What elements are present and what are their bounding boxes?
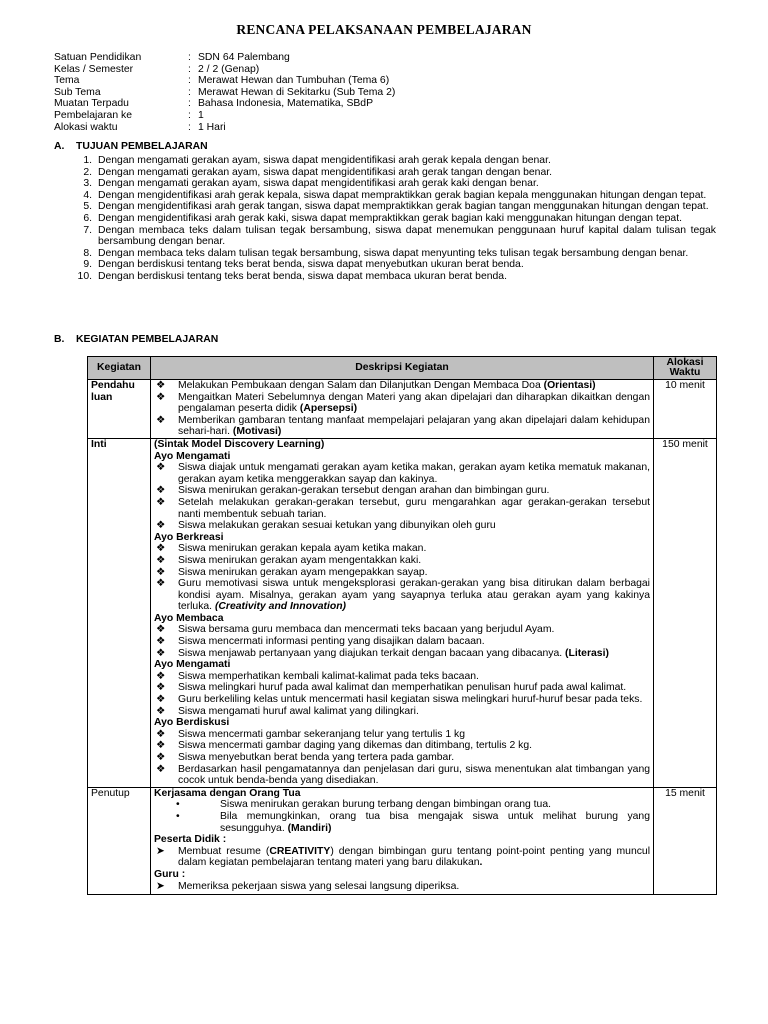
diamond-bullet-icon: ❖ <box>156 566 166 578</box>
identity-colon: : <box>188 109 191 121</box>
goals-list <box>76 155 716 283</box>
activity-text: Siswa melingkari huruf pada awal kalimat dan memperhatikan penulisan huruf pada awal kalimat. <box>178 682 627 694</box>
header-deskripsi: Deskripsi Kegiatan <box>151 357 654 380</box>
bullet-item <box>154 648 650 660</box>
goal-text: Dengan membaca teks dalam tulisan tegak bersambung, siswa dapat menemukan penggunaan huruf kapital dalam tulisan tegak bersambung dengan benar. <box>98 224 716 248</box>
bullet-text <box>178 752 650 764</box>
diamond-bullet-icon: ❖ <box>156 496 166 508</box>
activity-label: (Literasi) <box>565 647 609 659</box>
goal-text: Dengan mengidentifikasi arah gerak tangan, siswa dapat mempraktikkan gerak bagian tangan menggunakan hitungan dengan tepat. <box>98 201 709 213</box>
goal-text: Dengan membaca teks dalam tulisan tegak bersambung, siswa dapat menyunting teks tulisan tegak bersambung dengan benar. <box>98 247 689 259</box>
activity-text: Siswa menirukan gerakan burung terbang dengan bimbingan orang tua. <box>220 799 551 811</box>
bullet-text <box>178 636 650 648</box>
bullet-item <box>154 671 650 683</box>
goal-number: 8. <box>83 247 92 259</box>
diamond-bullet-icon: ❖ <box>156 752 166 763</box>
activity-text: Siswa menirukan gerakan ayam mengentakkan kaki. <box>178 554 422 566</box>
bullet-text <box>178 392 650 415</box>
diamond-bullet-icon: ❖ <box>156 391 166 403</box>
bullet-item <box>154 520 650 532</box>
bullet-item <box>154 555 650 567</box>
bullet-item <box>154 729 650 741</box>
goal-number: 9. <box>83 259 92 271</box>
diamond-bullet-icon: ❖ <box>156 520 166 532</box>
activity-label: (Orientasi) <box>543 380 596 391</box>
goal-text: Dengan mengamati gerakan ayam, siswa dapat mengidentifikasi arah gerak kepala dengan benar. <box>98 155 551 166</box>
bullet-item <box>154 462 650 485</box>
table-row <box>88 438 717 787</box>
diamond-bullet-icon: ❖ <box>156 624 166 636</box>
arrow-bullet-icon: ➤ <box>156 880 165 892</box>
activity-text: Bila memungkinkan, orang tua bisa mengajak siswa untuk melihat burung yang sesungguhya. <box>220 810 650 834</box>
activity-text: Siswa mencermati gambar daging yang dikemas dan ditimbang, tertulis 2 kg. <box>178 740 533 752</box>
identity-row <box>54 64 395 76</box>
activity-label: (Apersepsi) <box>299 403 358 415</box>
activity-text: Siswa menjawab pertanyaan yang diajukan terkait dengan bacaan yang dibacanya. <box>178 647 563 659</box>
penutup-heading-3: Guru : <box>154 868 186 880</box>
activity-text: Siswa menirukan gerakan kepala ayam ketika makan. <box>178 543 427 555</box>
identity-key: Kelas / Semester <box>54 63 134 75</box>
bullet-item <box>154 682 650 694</box>
row-time-pendahuluan: 10 menit <box>654 380 717 439</box>
activity-text: Siswa mengamati huruf awal kalimat yang dilingkari. <box>178 705 419 717</box>
bullet-text <box>178 881 650 893</box>
activity-text: Setelah melakukan gerakan-gerakan tersebut, guru mengarahkan agar gerakan-gerakan tersebut nanti membentuk sebuah tarian. <box>178 496 650 520</box>
bullet-text <box>178 415 650 438</box>
goal-item <box>76 178 716 190</box>
goal-number: 3. <box>83 178 92 190</box>
bullet-item <box>154 694 650 706</box>
header-alokasi: Alokasi Waktu <box>654 357 717 380</box>
inti-intro: (Sintak Model Discovery Learning) <box>154 438 325 450</box>
identity-row <box>54 75 395 87</box>
identity-colon: : <box>188 121 191 133</box>
goal-number: 1. <box>83 155 92 166</box>
bullet-item <box>154 624 650 636</box>
resume-text-pre: Membuat resume ( <box>178 845 270 857</box>
identity-value: Bahasa Indonesia, Matematika, SBdP <box>198 98 374 110</box>
activity-text: Mengaitkan Materi Sebelumnya dengan Materi yang akan dipelajari dan diharapkan dikaitkan dengan pengalaman peserta didik <box>178 391 650 415</box>
identity-row <box>54 122 395 134</box>
dot-bullet-icon: • <box>176 810 180 822</box>
bullet-item <box>154 811 650 834</box>
bullet-text <box>178 567 650 579</box>
identity-row <box>54 98 395 110</box>
goal-text: Dengan berdiskusi tentang teks berat benda, siswa dapat membaca ukuran berat benda. <box>98 270 507 282</box>
group-heading: Ayo Membaca <box>154 612 224 624</box>
bullet-text <box>178 764 650 787</box>
bullet-item <box>154 706 650 718</box>
bullet-item <box>154 567 650 579</box>
goal-item <box>76 248 716 260</box>
activity-text: Siswa memperhatikan kembali kalimat-kalimat pada teks bacaan. <box>178 670 479 682</box>
bullet-text <box>178 682 650 694</box>
activity-label: (Mandiri) <box>287 822 332 834</box>
group-heading: Ayo Berkreasi <box>154 531 224 543</box>
activity-text: Memberikan gambaran tentang manfaat mempelajari pelajaran yang akan dipelajari dalam kehidupan sehari-hari. <box>178 414 650 438</box>
diamond-bullet-icon: ❖ <box>156 728 166 740</box>
identity-colon: : <box>188 52 191 63</box>
diamond-bullet-icon: ❖ <box>156 670 166 682</box>
bullet-text <box>178 485 650 497</box>
penutup-heading-2: Peserta Didik : <box>154 834 227 846</box>
activity-text: Siswa melakukan gerakan sesuai ketukan yang dibunyikan oleh guru <box>178 520 496 532</box>
activities-table <box>87 356 717 895</box>
goal-text: Dengan mengamati gerakan ayam, siswa dapat mengidentifikasi arah gerak kaki dengan benar. <box>98 178 539 190</box>
goal-text: Dengan mengamati gerakan ayam, siswa dapat mengidentifikasi arah gerak tangan dengan benar. <box>98 166 553 178</box>
diamond-bullet-icon: ❖ <box>156 705 166 717</box>
bullet-text <box>178 671 650 683</box>
identity-colon: : <box>188 98 191 110</box>
diamond-bullet-icon: ❖ <box>156 414 166 426</box>
bullet-text <box>178 578 650 613</box>
identity-value: SDN 64 Palembang <box>198 52 290 63</box>
identity-value: 2 / 2 (Genap) <box>198 63 260 75</box>
bullet-item <box>154 799 650 811</box>
identity-key: Satuan Pendidikan <box>54 52 142 63</box>
goal-number: 2. <box>83 166 92 178</box>
activity-text: Guru berkeliling kelas untuk mencermati hasil kegiatan siswa melingkari huruf-huruf besar pada teks. <box>178 694 643 706</box>
identity-value: 1 <box>198 109 204 121</box>
section-b-heading: B. KEGIATAN PEMBELAJARAN <box>54 334 219 345</box>
table-header-row <box>88 357 717 380</box>
row-desc-inti <box>151 438 654 787</box>
row-time-penutup: 15 menit <box>654 787 717 894</box>
activity-text: Siswa bersama guru membaca dan mencermati teks bacaan yang berjudul Ayam. <box>178 624 555 636</box>
header-kegiatan: Kegiatan <box>88 357 151 380</box>
diamond-bullet-icon: ❖ <box>156 694 166 706</box>
goal-item <box>76 167 716 179</box>
diamond-bullet-icon: ❖ <box>156 682 166 694</box>
activity-text: Siswa menirukan gerakan ayam mengepakkan sayap. <box>178 566 428 578</box>
identity-key: Alokasi waktu <box>54 121 118 133</box>
goal-item <box>76 155 716 167</box>
diamond-bullet-icon: ❖ <box>156 763 166 775</box>
goal-number: 7. <box>83 224 92 236</box>
goal-text: Dengan berdiskusi tentang teks berat benda, siswa dapat menyebutkan ukuran berat benda. <box>98 259 524 271</box>
bullet-item <box>154 415 650 438</box>
identity-colon: : <box>188 86 191 98</box>
bullet-text <box>178 543 650 555</box>
activity-text: Siswa mencermati informasi penting yang disajikan dalam bacaan. <box>178 636 485 648</box>
bullet-item <box>154 764 650 787</box>
resume-period: . <box>479 857 483 869</box>
diamond-bullet-icon: ❖ <box>156 485 166 497</box>
bullet-item <box>154 752 650 764</box>
activity-text: Berdasarkan hasil pengamatannya dan penjelasan dari guru, siswa menentukan alat timbangan yang cocok untuk benda-benda yang disediakan. <box>178 763 650 787</box>
diamond-bullet-icon: ❖ <box>156 578 166 590</box>
bullet-item <box>154 740 650 752</box>
bullet-item <box>154 881 650 893</box>
bullet-text <box>178 729 650 741</box>
diamond-bullet-icon: ❖ <box>156 380 166 391</box>
identity-value: Merawat Hewan di Sekitarku (Sub Tema 2) <box>198 86 396 98</box>
group-heading: Ayo Berdiskusi <box>154 717 230 729</box>
identity-colon: : <box>188 75 191 87</box>
activity-label: (Creativity and Innovation) <box>214 601 347 613</box>
identity-row <box>54 52 395 64</box>
group-heading: Ayo Mengamati <box>154 450 231 462</box>
goal-item <box>76 190 716 202</box>
diamond-bullet-icon: ❖ <box>156 740 166 752</box>
bullet-text <box>178 520 650 532</box>
identity-colon: : <box>188 63 191 75</box>
row-name-pendahuluan: Pendahu luan <box>88 380 151 439</box>
identity-block <box>54 52 395 133</box>
activity-text: Melakukan Pembukaan dengan Salam dan Dilanjutkan Dengan Membaca Doa <box>178 380 541 391</box>
bullet-text <box>178 740 650 752</box>
identity-value: 1 Hari <box>198 121 226 133</box>
goal-text: Dengan mengidentifikasi arah gerak kepala, siswa dapat mempraktikkan gerak bagian kepala menggunakan hitungan dengan tepat. <box>98 189 707 201</box>
bullet-text <box>178 648 650 660</box>
activity-text: Guru memotivasi siswa untuk mengeksplorasi gerakan-gerakan yang bisa ditirukan dalam berbagai kondisi ayam. Misalnya, gerakan ayam yang sayapnya terluka atau gerakan ayam yang kakinya terluka. <box>178 578 650 613</box>
bullet-item <box>154 636 650 648</box>
goal-item <box>76 213 716 225</box>
document-title: RENCANA PELAKSANAAN PEMBELAJARAN <box>236 22 532 37</box>
identity-key: Pembelajaran ke <box>54 109 132 121</box>
bullet-text <box>178 380 650 392</box>
bullet-item <box>154 497 650 520</box>
bullet-item <box>154 392 650 415</box>
bullet-text <box>178 846 650 869</box>
goal-number: 4. <box>83 189 92 201</box>
dot-bullet-icon: • <box>176 799 180 811</box>
identity-key: Tema <box>54 75 80 87</box>
bullet-item <box>154 578 650 613</box>
diamond-bullet-icon: ❖ <box>156 636 166 648</box>
table-row <box>88 380 717 439</box>
identity-row <box>54 110 395 122</box>
goal-number: 10. <box>77 270 92 282</box>
section-a-heading: A. TUJUAN PEMBELAJARAN <box>54 141 208 152</box>
bullet-item <box>154 846 650 869</box>
goal-item <box>76 271 716 283</box>
goal-item <box>76 259 716 271</box>
bullet-text <box>178 497 650 520</box>
activity-text: Siswa diajak untuk mengamati gerakan ayam ketika makan, gerakan ayam ketika mematuk makanan, gerakan ayam ketika menggerakkan sayap dan kakinya. <box>178 462 650 485</box>
resume-text-post: ) dengan bimbingan guru tentang point-point penting yang muncul dalam kegiatan pembelajaran tentang materi yang baru dilakukan <box>178 845 651 869</box>
goal-number: 5. <box>83 201 92 213</box>
activity-text: Siswa menirukan gerakan-gerakan tersebut dengan arahan dan bimbingan guru. <box>178 485 550 497</box>
activity-text: Memeriksa pekerjaan siswa yang selesai langsung diperiksa. <box>178 880 460 892</box>
diamond-bullet-icon: ❖ <box>156 554 166 566</box>
group-heading: Ayo Mengamati <box>154 659 231 671</box>
bullet-text <box>220 799 650 811</box>
goal-item <box>76 225 716 248</box>
bullet-text <box>178 706 650 718</box>
goal-number: 6. <box>83 212 92 224</box>
row-desc-penutup <box>151 787 654 894</box>
identity-key: Muatan Terpadu <box>54 98 129 110</box>
arrow-bullet-icon: ➤ <box>156 845 165 857</box>
identity-row <box>54 87 395 99</box>
row-time-inti: 150 menit <box>654 438 717 787</box>
diamond-bullet-icon: ❖ <box>156 462 166 474</box>
resume-text-bold: CREATIVITY <box>269 845 331 857</box>
activity-text: Siswa mencermati gambar sekeranjang telur yang tertulis 1 kg <box>178 728 466 740</box>
bullet-item <box>154 380 650 392</box>
bullet-text <box>178 462 650 485</box>
bullet-item <box>154 543 650 555</box>
penutup-heading-1: Kerjasama dengan Orang Tua <box>154 787 301 799</box>
row-desc-pendahuluan <box>151 380 654 439</box>
row-name-inti: Inti <box>88 438 151 787</box>
goal-text: Dengan mengidentifikasi arah gerak kaki, siswa dapat mempraktikkan gerak bagian kaki menggunakan hitungan dengan tepat. <box>98 212 682 224</box>
bullet-text <box>178 694 650 706</box>
identity-key: Sub Tema <box>54 86 101 98</box>
row-name-penutup: Penutup <box>88 787 151 894</box>
diamond-bullet-icon: ❖ <box>156 647 166 659</box>
activity-label: (Motivasi) <box>232 426 282 438</box>
goal-item <box>76 201 716 213</box>
bullet-item <box>154 485 650 497</box>
diamond-bullet-icon: ❖ <box>156 543 166 555</box>
activity-text: Siswa menyebutkan berat benda yang tertera pada gambar. <box>178 752 455 763</box>
table-row <box>88 787 717 894</box>
bullet-text <box>220 811 650 834</box>
bullet-text <box>178 555 650 567</box>
bullet-text <box>178 624 650 636</box>
identity-value: Merawat Hewan dan Tumbuhan (Tema 6) <box>198 75 390 87</box>
